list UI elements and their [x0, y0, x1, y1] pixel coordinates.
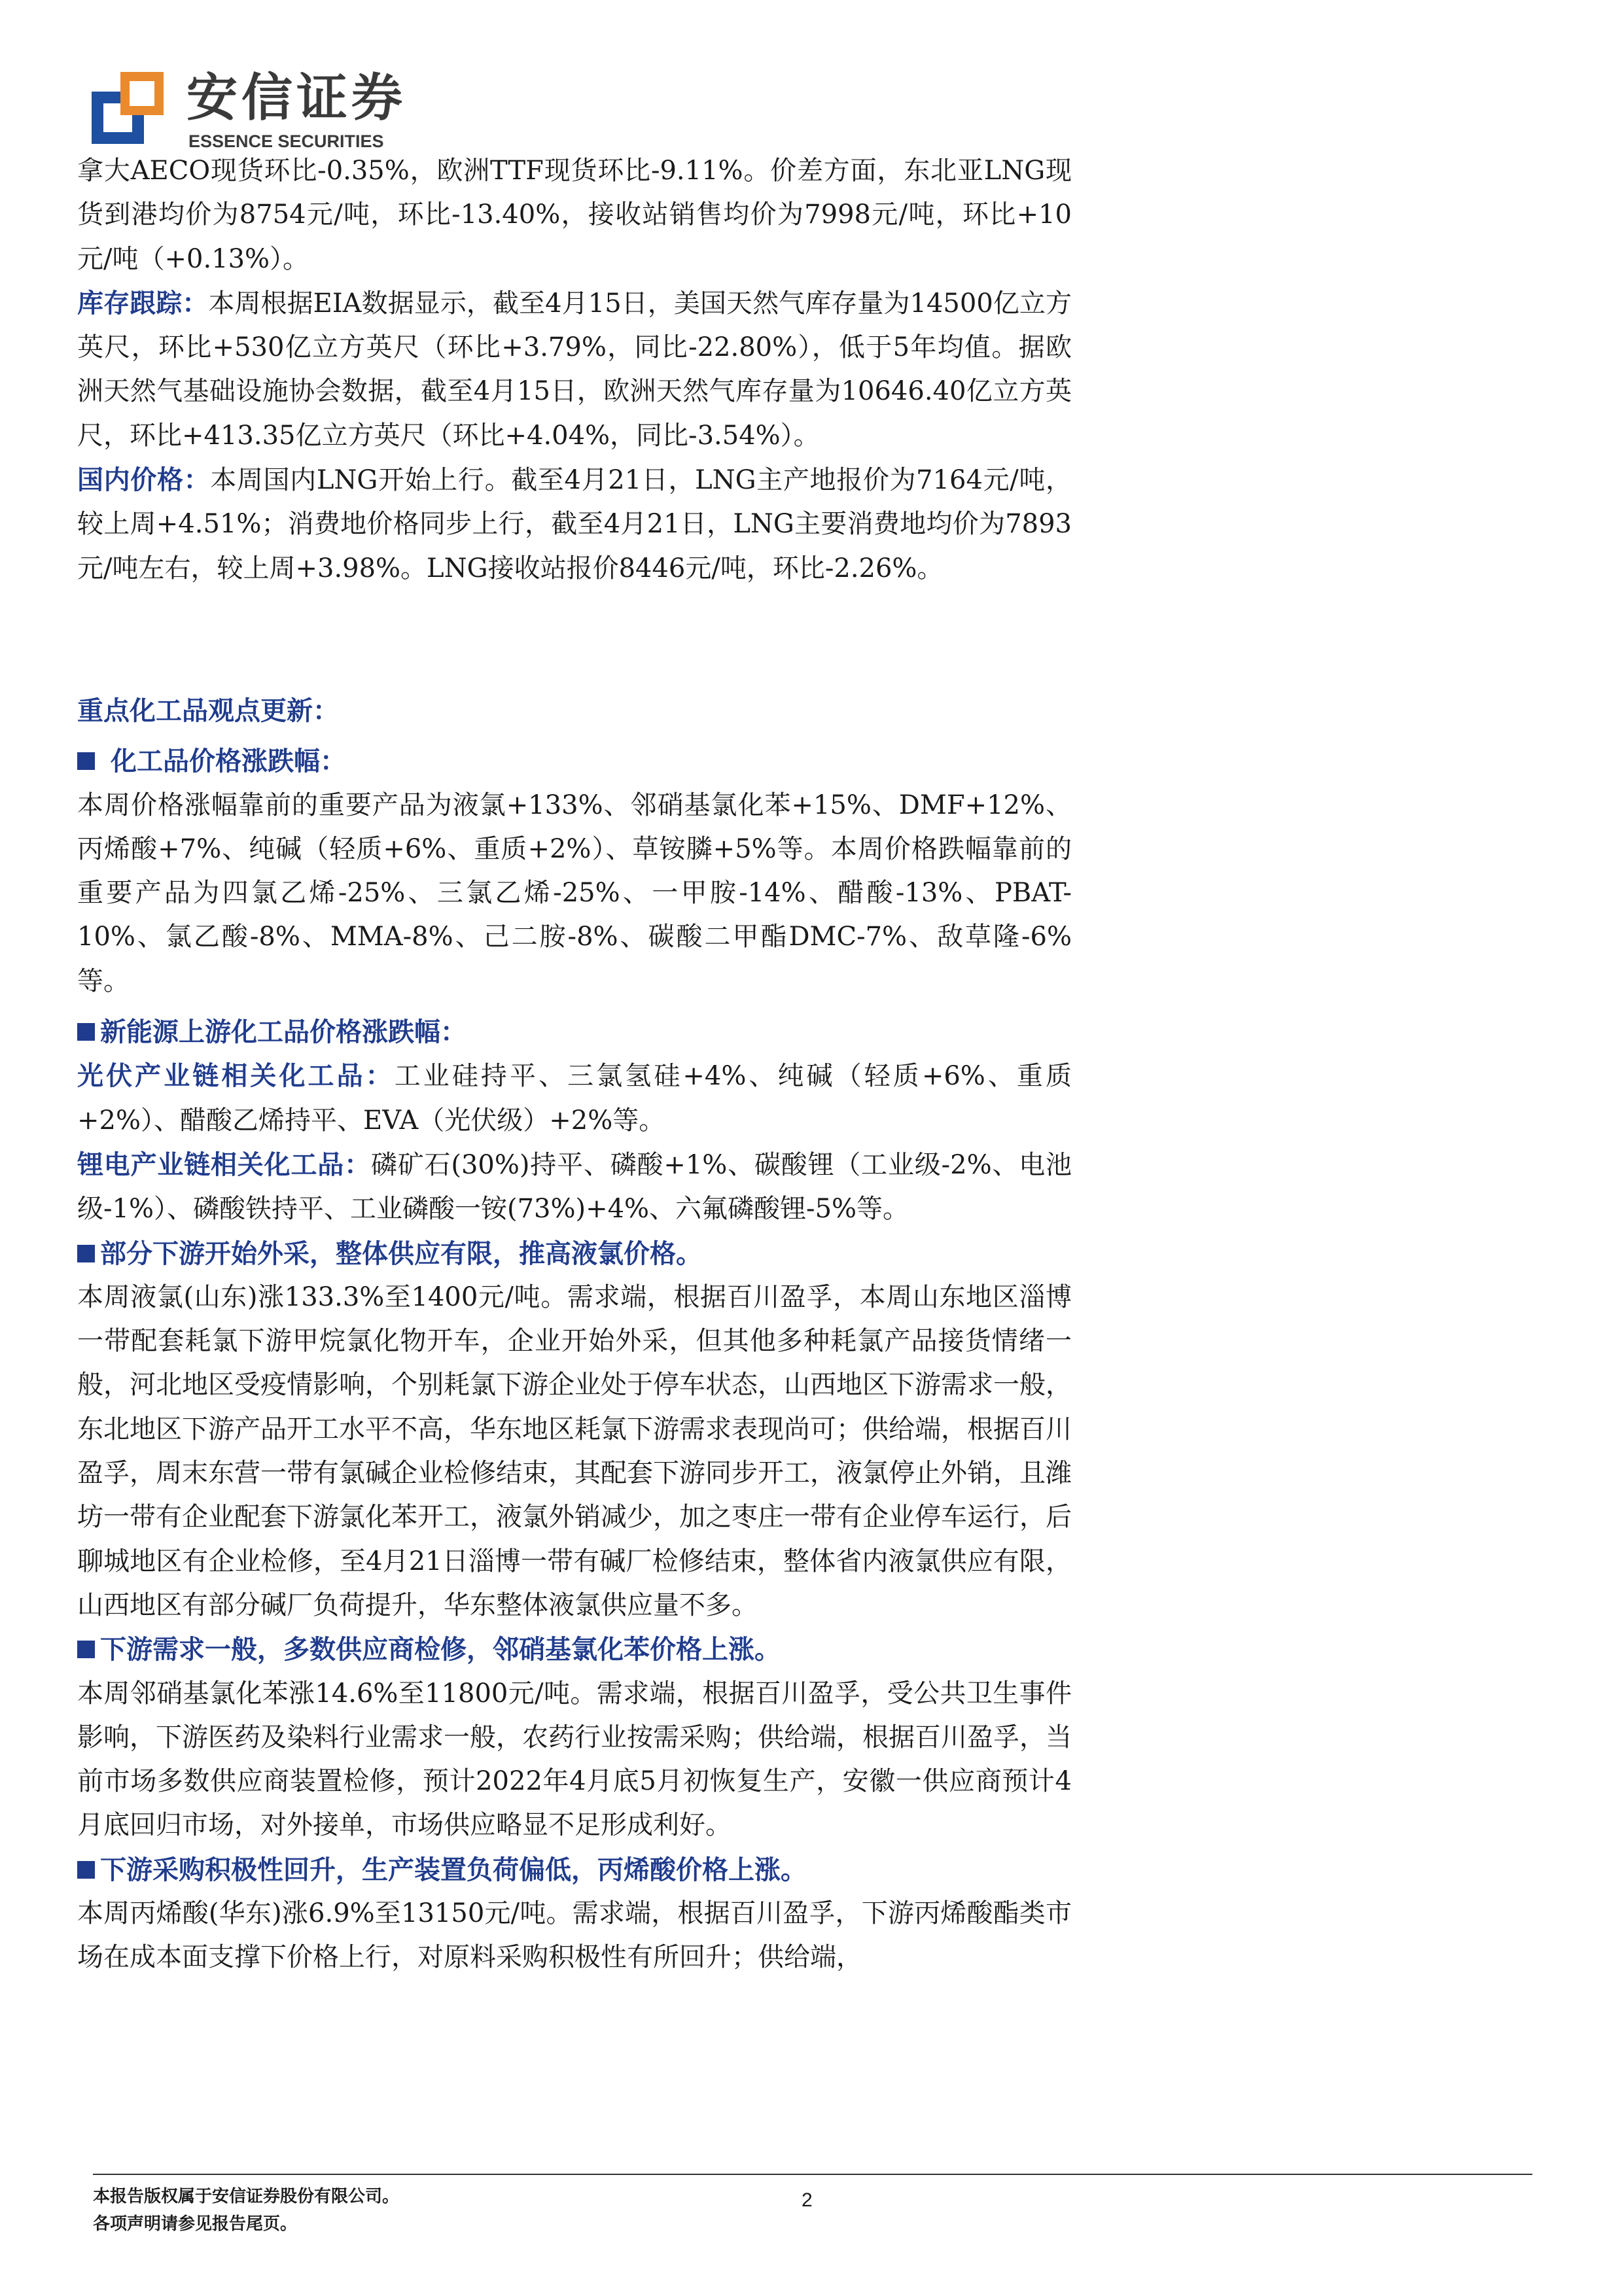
- inventory-paragraph: [77, 281, 1072, 458]
- nitrochlorobenzene-paragraph: 本周邻硝基氯化苯涨14.6%至11800元/吨。需求端，根据百川盈孚，受公共卫生事件影响，下游医药及染料行业需求一般，农药行业按需采购；供给端，根据百川盈孚，当前市场多数供应商装置检修，预计2022年4月底5月初恢复生产，安徽一供应商预计4月底回归市场，对外接单，市场供应略显不足形成利好。: [77, 1678, 1072, 1841]
- new-energy-heading: [77, 1010, 1072, 1054]
- footer-disclaimer: 各项声明请参见报告尾页。: [93, 2214, 298, 2234]
- price-change-title: 化工品价格涨跌幅：: [111, 746, 346, 777]
- lithium-chain-label: 锂电产业链相关化工品：: [77, 1149, 371, 1180]
- price-change-paragraph: 本周价格涨幅靠前的重要产品为液氯+133%、邻硝基氯化苯+15%、DMF+12%、丙烯酸+7%、纯碱（轻质+6%、重质+2%）、草铵膦+5%等。本周价格跌幅靠前的重要产品为四氯乙烯-25%、三氯乙烯-25%、一甲胺-14%、醋酸-13%、PBAT-10%、氯乙酸-8%、MMA-8%、己二胺-8%、碳酸二甲酯DMC-7%、敌草隆-6%等。: [77, 790, 1072, 996]
- key-chemicals-heading: 重点化工品观点更新：: [77, 695, 339, 726]
- square-bullet-icon: [77, 752, 95, 770]
- footer-divider: [93, 2174, 1532, 2175]
- pv-chain-text: 工业硅持平、三氯氢硅+4%、纯碱（轻质+6%、重质+2%）、醋酸乙烯持平、EVA（光伏级）+2%等。: [77, 1061, 1072, 1136]
- square-bullet-icon: [77, 1861, 95, 1879]
- section-spacer: [77, 591, 1072, 689]
- square-bullet-icon: [77, 1641, 95, 1658]
- acrylic-acid-paragraph: 本周丙烯酸(华东)涨6.9%至13150元/吨。需求端，根据百川盈孚，下游丙烯酸酯类市场在成本面支撑下价格上行，对原料采购积极性有所回升；供给端，: [77, 1898, 1072, 1973]
- inventory-label: 库存跟踪：: [77, 287, 209, 319]
- square-bullet-icon: [77, 1245, 95, 1262]
- page-number: 2: [802, 2189, 813, 2211]
- logo-mark-icon: [92, 72, 164, 144]
- logo-chinese-name: 安信证券: [186, 69, 407, 128]
- chlorine-title: 部分下游开始外采，整体供应有限，推高液氯价格。: [100, 1238, 702, 1269]
- footer-copyright: 本报告版权属于安信证券股份有限公司。: [93, 2187, 400, 2206]
- acrylic-acid-title: 下游采购积极性回升，生产装置负荷偏低，丙烯酸价格上涨。: [100, 1854, 807, 1885]
- chlorine-heading: [77, 1232, 1072, 1276]
- lithium-chain-text: 磷矿石(30%)持平、磷酸+1%、碳酸锂（工业级-2%、电池级-1%）、磷酸铁持平、工业磷酸一铵(73%)+4%、六氟磷酸锂-5%等。: [77, 1149, 1072, 1225]
- report-body: [77, 149, 1072, 1980]
- acrylic-acid-heading: [77, 1848, 1072, 1892]
- price-change-heading: [77, 739, 1072, 783]
- new-energy-title: 新能源上游化工品价格涨跌幅：: [100, 1017, 467, 1048]
- logo-english-name: ESSENCE SECURITIES: [188, 131, 384, 151]
- domestic-price-paragraph: [77, 458, 1072, 591]
- square-bullet-icon: [77, 1023, 95, 1041]
- pv-chain-label: 光伏产业链相关化工品：: [77, 1060, 395, 1092]
- chlorine-paragraph: 本周液氯(山东)涨133.3%至1400元/吨。需求端，根据百川盈孚，本周山东地区淄博一带配套耗氯下游甲烷氯化物开车，企业开始外采，但其他多种耗氯产品接货情绪一般，河北地区受疫情影响，个别耗氯下游企业处于停车状态，山西地区下游需求一般，东北地区下游产品开工水平不高，华东地区耗氯下游需求表现尚可；供给端，根据百川盈孚，周末东营一带有氯碱企业检修结束，其配套下游同步开工，液氯停止外销，且潍坊一带有企业配套下游氯化苯开工，液氯外销减少，加之枣庄一带有企业停车运行，后聊城地区有企业检修，至4月21日淄博一带有碱厂检修结束，整体省内液氯供应有限，山西地区有部分碱厂负荷提升，华东整体液氯供应量不多。: [77, 1281, 1072, 1620]
- intro-paragraph: 拿大AECO现货环比-0.35%，欧洲TTF现货环比-9.11%。价差方面，东北亚LNG现货到港均价为8754元/吨，环比-13.40%，接收站销售均价为7998元/吨，环比+10元/吨（+0.13%）。: [77, 156, 1072, 274]
- company-logo: [92, 65, 432, 157]
- domestic-price-text: 本周国内LNG开始上行。截至4月21日，LNG主产地报价为7164元/吨，较上周+4.51%；消费地价格同步上行，截至4月21日，LNG主要消费地均价为7893元/吨左右，较上周+3.98%。LNG接收站报价8446元/吨，环比-2.26%。: [77, 465, 1072, 583]
- domestic-price-label: 国内价格：: [77, 464, 211, 496]
- lithium-chain-paragraph: [77, 1143, 1072, 1232]
- pv-chain-paragraph: [77, 1054, 1072, 1143]
- nitrochlorobenzene-title: 下游需求一般，多数供应商检修，邻硝基氯化苯价格上涨。: [100, 1634, 781, 1665]
- nitrochlorobenzene-heading: [77, 1627, 1072, 1671]
- inventory-text: 本周根据EIA数据显示，截至4月15日，美国天然气库存量为14500亿立方英尺，环比+530亿立方英尺（环比+3.79%，同比-22.80%），低于5年均值。据欧洲天然气基础设施协会数据，截至4月15日，欧洲天然气库存量为10646.40亿立方英尺，环比+413.35亿立方英尺（环比+4.04%，同比-3.54%）。: [77, 288, 1072, 451]
